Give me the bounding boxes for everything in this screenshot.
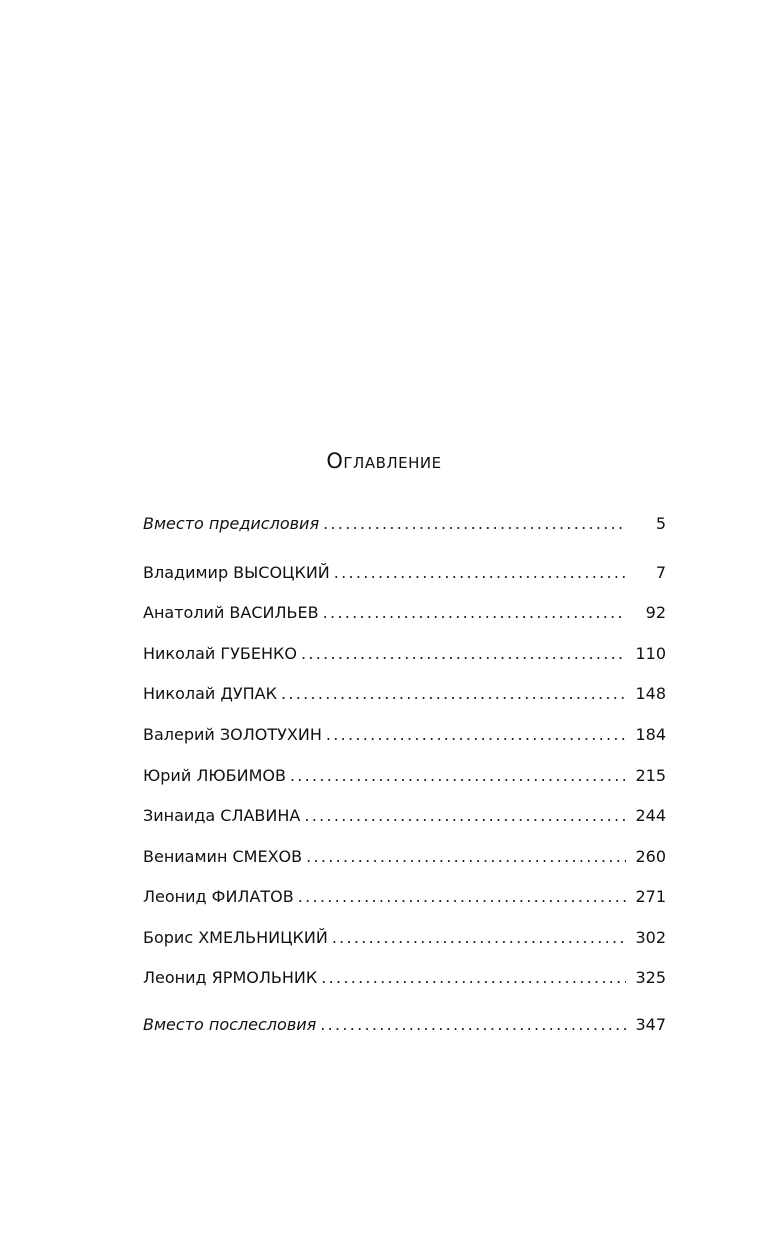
toc-entry-label: Николай ДУПАК [143, 684, 277, 703]
toc-entry-label: Владимир ВЫСОЦКИЙ [143, 563, 330, 582]
dot-leader [320, 1013, 626, 1037]
toc-entry-label: Вместо послесловия [143, 1015, 317, 1034]
dot-leader [323, 601, 626, 625]
toc-entry-label: Леонид ФИЛАТОВ [143, 887, 294, 906]
dot-leader [332, 926, 626, 950]
dot-leader [306, 845, 626, 869]
toc-entry-label: Николай ГУБЕНКО [143, 644, 297, 663]
toc-entry-page: 260 [635, 847, 666, 866]
toc-entry-page: 7 [655, 563, 666, 582]
toc-entry-zolotukhin[interactable] [143, 723, 666, 747]
toc-entry-dupak[interactable] [143, 682, 666, 706]
toc-entry-page: 347 [635, 1015, 666, 1034]
toc-entry-page: 215 [635, 766, 666, 785]
toc-entry-lyubimov[interactable] [143, 764, 666, 788]
toc-entry-page: 110 [635, 644, 666, 663]
dot-leader [304, 804, 626, 828]
toc-entry-label: Валерий ЗОЛОТУХИН [143, 725, 322, 744]
toc-entry-filatov[interactable] [143, 885, 666, 909]
dot-leader [321, 966, 626, 990]
toc-entry-page: 92 [645, 603, 666, 622]
toc-entry-page: 325 [635, 968, 666, 987]
toc-entry-label: Зинаида СЛАВИНА [143, 806, 301, 825]
toc-entry-yarmolnik[interactable] [143, 966, 666, 990]
dot-leader [323, 512, 626, 536]
toc-entry-page: 184 [635, 725, 666, 744]
toc-entry-label: Вениамин СМЕХОВ [143, 847, 303, 866]
toc-entry-label: Борис ХМЕЛЬНИЦКИЙ [143, 928, 328, 947]
toc-entry-page: 148 [635, 684, 666, 703]
toc-entry-label: Леонид ЯРМОЛЬНИК [143, 968, 318, 987]
toc-entry-slavina[interactable] [143, 804, 666, 828]
toc-entry-label: Анатолий ВАСИЛЬЕВ [143, 603, 319, 622]
toc-entry-page: 5 [655, 514, 666, 533]
toc-entry-page: 271 [635, 887, 666, 906]
toc-entry-khmelnitsky[interactable] [143, 926, 666, 950]
toc-entry-afterword[interactable] [143, 1013, 666, 1037]
dot-leader [334, 561, 626, 585]
toc-entry-page: 302 [635, 928, 666, 947]
toc-entry-label: Юрий ЛЮБИМОВ [143, 766, 286, 785]
dot-leader [281, 682, 626, 706]
toc-entry-vysotsky[interactable] [143, 561, 666, 585]
dot-leader [301, 642, 626, 666]
dot-leader [298, 885, 626, 909]
contents-title: Оглавление [326, 449, 442, 473]
toc-entry-vasiliev[interactable] [143, 601, 666, 625]
toc-entry-gubenko[interactable] [143, 642, 666, 666]
dot-leader [290, 764, 626, 788]
toc-entry-page: 244 [635, 806, 666, 825]
toc-entry-label: Вместо предисловия [143, 514, 320, 533]
toc-entry-foreword[interactable] [143, 512, 666, 536]
toc-entry-smekhov[interactable] [143, 845, 666, 869]
dot-leader [326, 723, 626, 747]
